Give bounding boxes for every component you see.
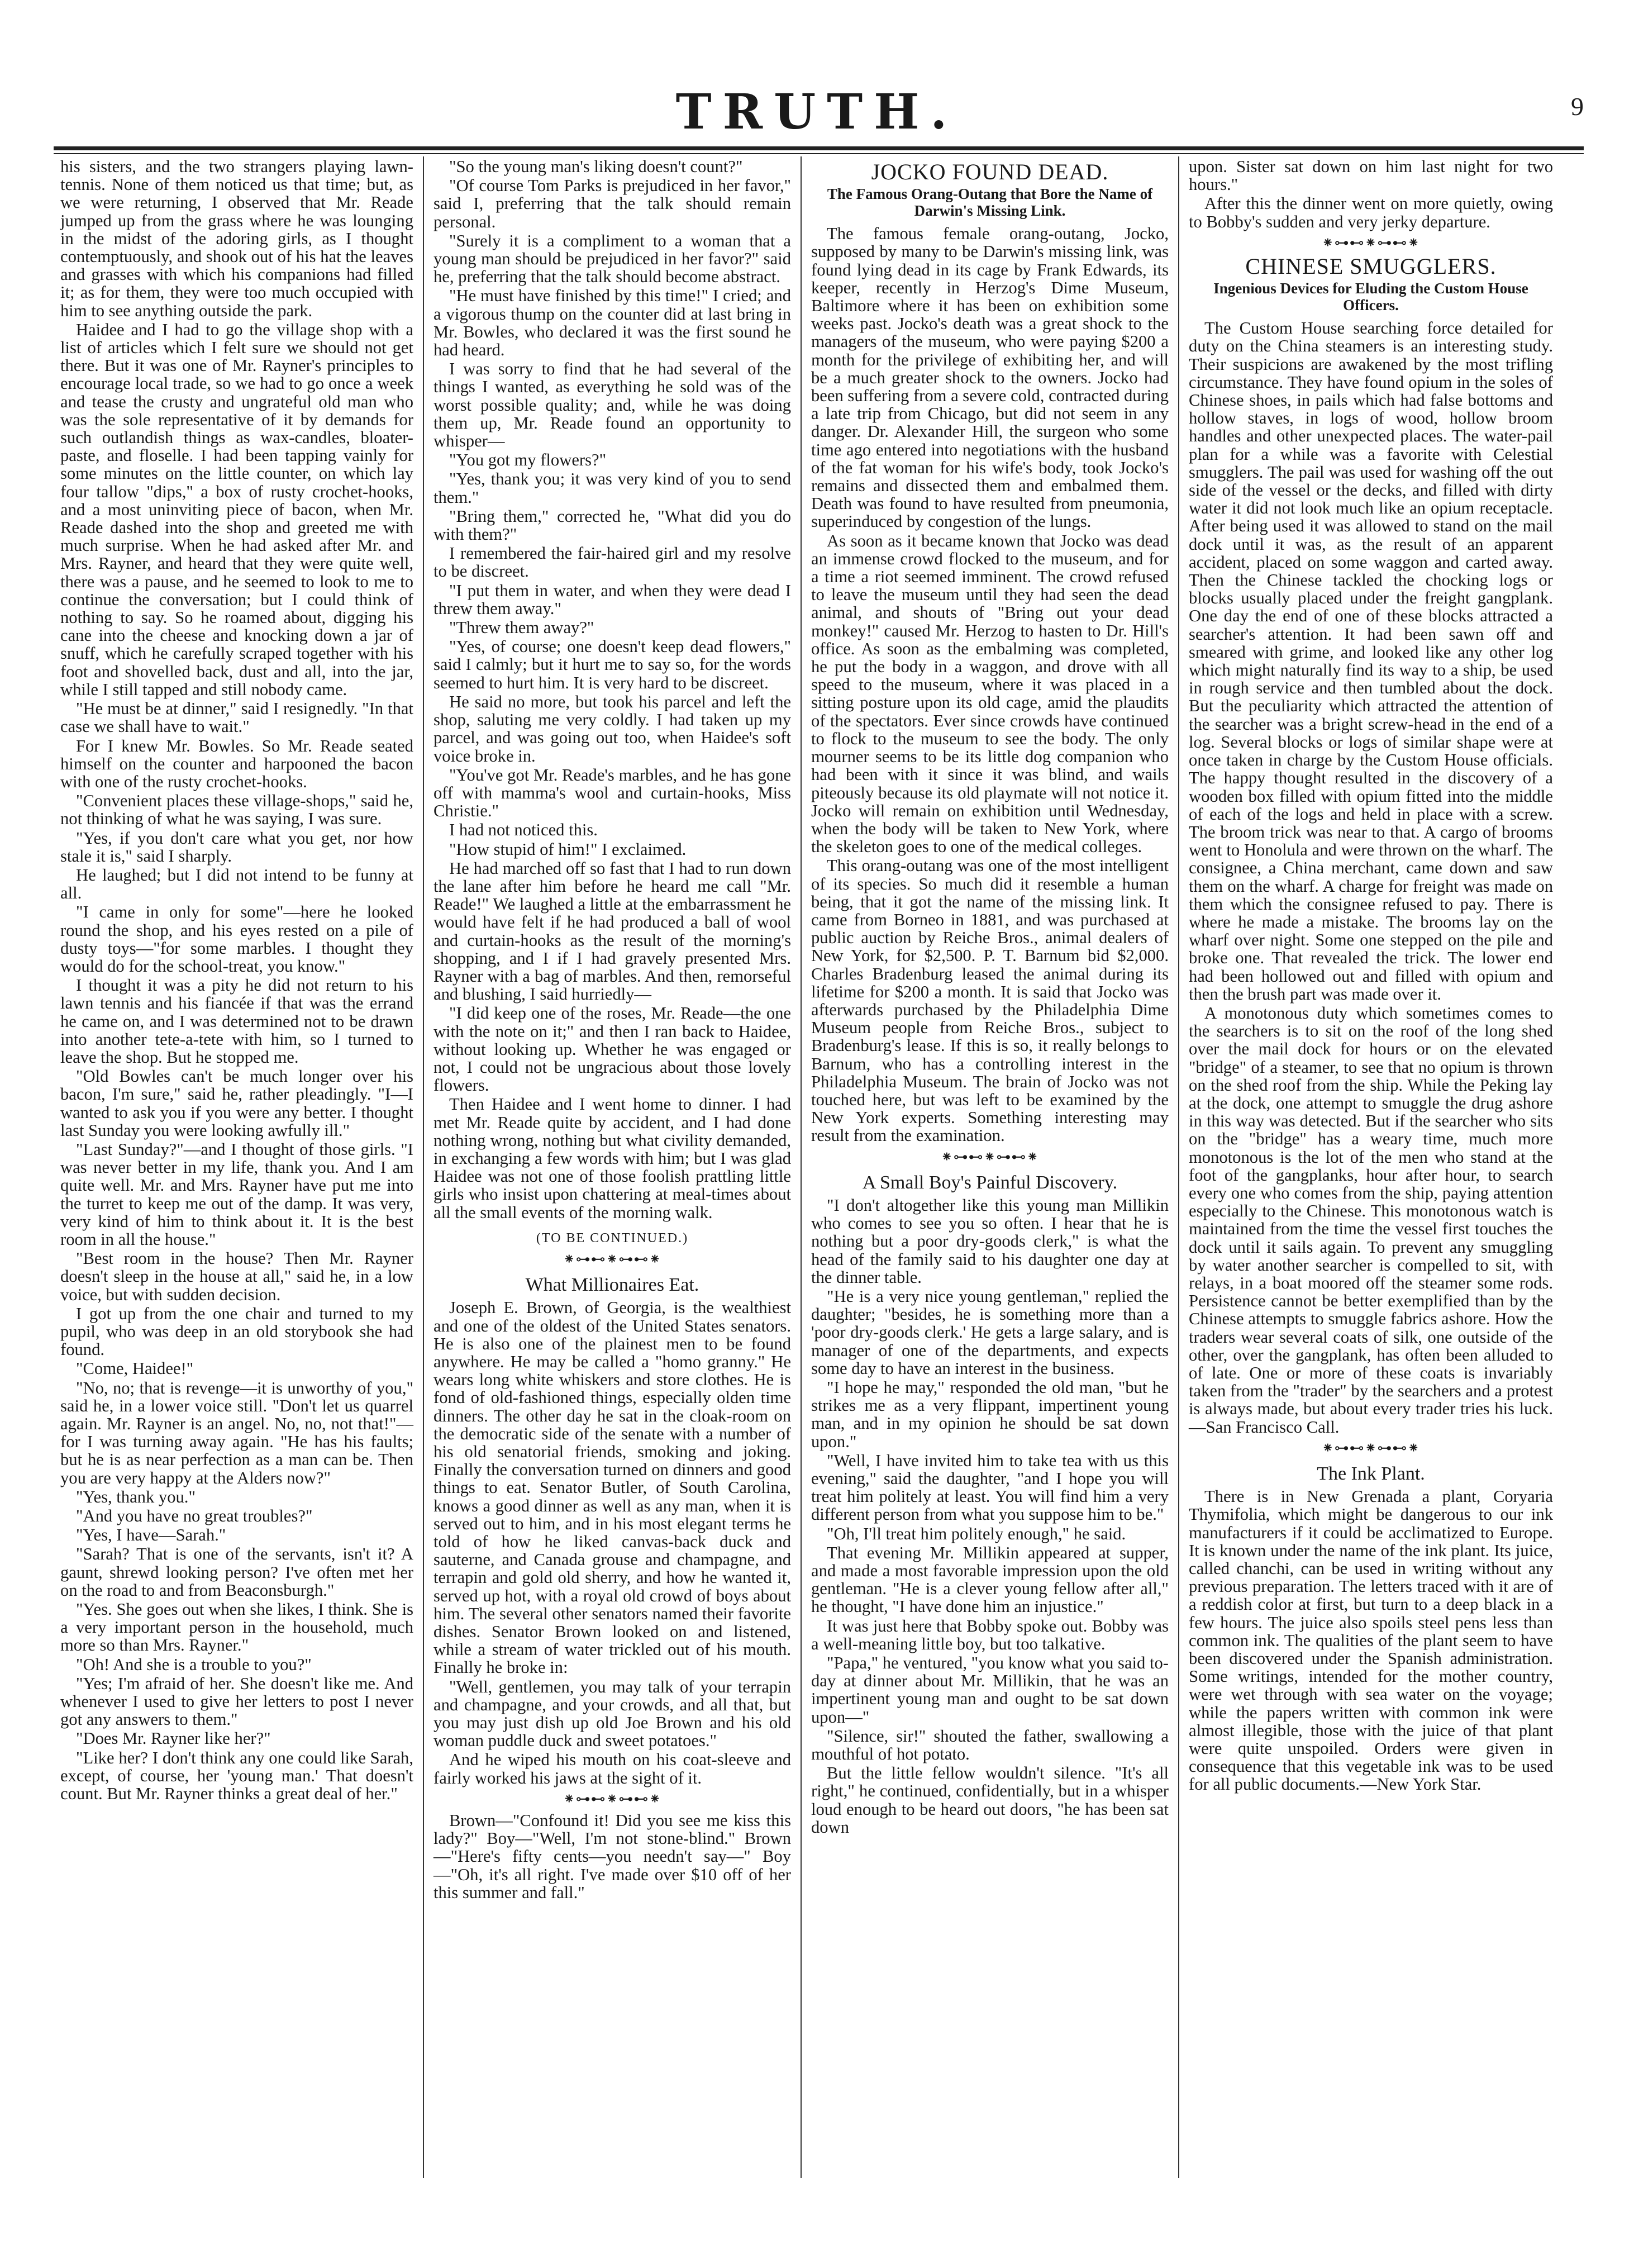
story-paragraph: "Oh! And she is a trouble to you?" (76, 1654, 312, 1674)
column-4 (1189, 158, 1553, 1795)
ornament-divider: ⁕⊶⊷⁕⊶⊷⁕ (1321, 234, 1421, 251)
story-paragraph: his sisters, and the two strangers playing lawn-tennis. None of them noticed us that time; but, as we were returning, I observed that Mr. Reade jumped up from the grass where he was lounging in the midst of the adoring girls, as I thought contemptuously, and shook out of his hat the leaves and grasses with which his companions had filled it; as for them, they were too much occupied with him to see anything outside the park. (60, 157, 413, 320)
article-paragraph: The Custom House searching force detailed for duty on the China steamers is an interesting study. Their suspicions are awakened by the most trifling circumstance. They have found opium in the soles of Chinese shoes, in pails which had false bottoms and hollow staves, in logs of wood, hollow broom handles and other unexpected places. The water-pail plan for a while was a favorite with Celestial smugglers. The pail was used for washing off the out side of the vessel or the decks, and filled with dirty water it did not look much like an opium receptacle. After being used it was allowed to stand on the mail dock until it was, as the result of an apparent accident, placed on some waggon and carted away. Then the Chinese tackled the chocking logs or blocks usually placed under the freight gangplank. One day the end of one of these blocks attracted a searcher's attention. It had been sawn off and smeared with grime, and looked like any other log which might naturally find its way to a ship, be used in rough service and then tumbled about the dock. But the peculiarity which attracted the attention of the searcher was a bright screw-head in the end of a log. Several blocks or logs of similar shape were at once taken in charge by the Custom House officials. The happy thought resulted in the discovery of a wooden box filled with opium fitted into the middle of each of the logs and held in place with a screw. The broom trick was near to that. A cargo of brooms went to Honolula and were thrown on the wharf. The consignee, a China merchant, came down and saw them on the wharf. A charge for freight was made on them which the consignee refused to pay. There is where he made a mistake. The brooms lay on the wharf over night. Some one stepped on the pile and broke one. That revealed the trick. The lower end had been hollowed out and filled with opium and then the brush part was made over it. (1189, 318, 1553, 1004)
story-paragraph: "Yes, thank you." (76, 1487, 196, 1506)
masthead (50, 84, 1584, 150)
article-paragraph: There is in New Grenada a plant, Coryaria Thymifolia, which might be dangerous to our ink manufacturers if it could be acclimatized to Europe. It is known under the name of the ink plant. Its juice, called chanchi, can be used in writing without any previous preparation. The letters traced with it are of a reddish color at first, but turn to a deep black in a few hours. The juice also spoils steel pens less than common ink. The qualities of the plant seem to have been discovered under the Spanish administration. Some writings, intended for the mother country, were wet through with sea water on the voyage; while the papers written with common ink were almost illegible, those with the juice of that plant were quite unspoiled. Orders were given in consequence that this vegetable ink was to be used for all public documents.—New York Star. (1189, 1487, 1553, 1794)
article-paragraph: "I don't altogether like this young man Millikin who comes to see you so often. I hear that he is nothing but a poor dry-goods clerk," is what the head of the family said to his daughter one day at the dinner table. (811, 1195, 1169, 1287)
story-paragraph: I was sorry to find that he had several of the things I wanted, as everything he sold was of the worst possible quality; and, while he was doing them up, Mr. Reade found an opportunity to whisper— (433, 359, 791, 451)
column-rule (1178, 156, 1179, 2178)
article-paragraph: "I hope he may," responded the old man, "but he strikes me as a very flippant, impertinent young man, and in my opinion he should be sat down upon." (811, 1378, 1169, 1451)
ornament-divider: ⁕⊶⊷⁕⊶⊷⁕ (563, 1790, 662, 1807)
column-2 (433, 158, 791, 1903)
column-1-serial-story (60, 158, 413, 1804)
story-paragraph: I had not noticed this. (449, 820, 598, 840)
masthead-rule-thick (54, 146, 1584, 150)
ornament-divider: ⁕⊶⊷⁕⊶⊷⁕ (563, 1251, 662, 1267)
story-paragraph: "I did keep one of the roses, Mr. Reade—the one with the note on it;" and then I ran back to Haidee, without looking up. Whether he was engaged or not, I could not be ungracious about those lovely flowers. (433, 1004, 791, 1095)
story-paragraph: "He must be at dinner," said I resignedly. "In that case we shall have to wait." (60, 699, 413, 736)
article-paragraph: upon. Sister sat down on him last night for two hours." (1189, 157, 1553, 194)
story-paragraph: "Yes; I'm afraid of her. She doesn't like me. And whenever I used to give her letters to post I never got any answers to them." (60, 1673, 413, 1729)
story-paragraph: "Old Bowles can't be much longer over his bacon, I'm sure," said he, rather pleadingly. "I—I wanted to ask you if you were any better. I thought last Sunday you were looking awfully ill." (60, 1067, 413, 1140)
story-paragraph: I remembered the fair-haired girl and my resolve to be discreet. (433, 544, 791, 581)
article-paragraph: That evening Mr. Millikin appeared at supper, and made a most favorable impression upon the old gentleman. "He is a clever young fellow after all," he thought, "I have done him an injustice." (811, 1543, 1169, 1616)
story-paragraph: I got up from the one chair and turned to my pupil, who was deep in an old storybook she had found. (60, 1304, 413, 1359)
to-be-continued-note: (TO BE CONTINUED.) (536, 1230, 689, 1245)
story-paragraph: "Yes, of course; one doesn't keep dead flowers," said I calmly; but it hurt me to say so, for the words seemed to hurt him. It is very hard to be discreet. (433, 637, 791, 692)
story-paragraph: "Like her? I don't think any one could like Sarah, except, of course, her 'young man.' That doesn't count. But Mr. Rayner thinks a great deal of her." (60, 1748, 413, 1804)
article-paragraph: This orang-outang was one of the most intelligent of its species. So much did it resemble a human being, that it got the name of the missing link. It came from Borneo in 1881, and was purchased at public auction by Reiche Bros., animal dealers of New York, for $2,500. P. T. Barnum bid $2,000. Charles Bradenburg leased the animal during its lifetime for $200 a month. It is said that Jocko was afterwards purchased by the Philadelphia Dime Museum people from Reiche Bros., subject to Bradenburg's lease. If this is so, it really belongs to Barnum, who has a controlling interest in the Philadelphia Museum. The brain of Jocko was not touched here, but was left to be examined by the New York experts. Something interesting may result from the examination. (811, 856, 1169, 1145)
story-paragraph: He said no more, but took his parcel and left the shop, saluting me very coldly. I had taken up my parcel, and was going out too, when Haidee's soft voice broke in. (433, 692, 791, 765)
story-paragraph: He laughed; but I did not intend to be funny at all. (60, 865, 413, 903)
article-heading-ink-plant: The Ink Plant. (1317, 1463, 1425, 1485)
ornament-divider: ⁕⊶⊷⁕⊶⊷⁕ (940, 1148, 1040, 1165)
story-paragraph: "Yes, I have—Sarah." (76, 1525, 226, 1545)
masthead-rule-thin (54, 153, 1584, 154)
article-heading-millionaires: What Millionaires Eat. (525, 1275, 699, 1296)
article-paragraph: But the little fellow wouldn't silence. "It's all right," he continued, confidentially, but in a whisper loud enough to be heard out doors, "he has been sat down (811, 1763, 1169, 1837)
article-paragraph: It was just here that Bobby spoke out. Bobby was a well-meaning little boy, but too talkative. (811, 1616, 1169, 1653)
story-paragraph: "Convenient places these village-shops," said he, not thinking of what he was saying, I was sure. (60, 791, 413, 829)
ornament-divider: ⁕⊶⊷⁕⊶⊷⁕ (1321, 1439, 1421, 1456)
article-paragraph: "Well, I have invited him to take tea with us this evening," said the daughter, "and I hope you will treat him politely at least. You will find him a very different person from what you suppose him to be." (811, 1451, 1169, 1524)
article-paragraph: The famous female orang-outang, Jocko, supposed by many to be Darwin's missing link, was found lying dead in its cage by Frank Edwards, its keeper, recently in Herzog's Dime Museum, Baltimore where it has been on exhibition some weeks past. Jocko's death was a great shock to the managers of the museum, who were paying $200 a month for the privilege of exhibiting her, and will be a much greater shock to the owners. Jocko had been suffering from a severe cold, contracted during a late trip from Chicago, but did not seem in any danger. Dr. Alexander Hill, the surgeon who some time ago entered into negotiations with the husband of the fat woman for his wife's body, took Jocko's remains and dissected them and embalmed them. Death was found to have resulted from pneumonia, superinduced by congestion of the lungs. (811, 224, 1169, 531)
story-paragraph: "Best room in the house? Then Mr. Rayner doesn't sleep in the house at all," said he, in a low voice, but with sudden decision. (60, 1249, 413, 1304)
story-paragraph: Haidee and I had to go the village shop with a list of articles which I felt sure we should not get there. But it was one of Mr. Rayner's principles to encourage local trade, so we had to go once a week and tease the crusty and ungrateful old man who was the sole representative of it by demands for such outlandish things as wax-candles, bloater-paste, and floselle. I had been tapping vainly for some minutes on the little counter, on which lay four tallow "dips," a box of rusty crochet-hooks, and a most uninviting piece of bacon, when Mr. Reade dashed into the shop and greeted me with much surprise. When he had asked after Mr. and Mrs. Rayner, and heard that they were quite well, there was a pause, and he seemed to look to me to continue the conversation; but I could think of nothing to say. So he roamed about, digging his cane into the cheese and knocking down a jar of snuff, which he carefully scraped together with his foot and shovelled back, dust and all, into the jar, while I still tapped and still nobody came. (60, 320, 413, 699)
article-paragraph: A monotonous duty which sometimes comes to the searchers is to sit on the roof of the long shed over the mail dock for hours or on the elevated "bridge" of a steamer, to see that no opium is thrown on the shed roof from the ship. While the Peking lay at the dock, one attempt to smuggle the drug ashore in this way was detected. But if the searcher who sits on the "bridge" has a weary time, much more monotonous is the lot of the men who stand at the foot of the gangplanks, hour after hour, to search every one who comes from the ship, paying attention especially to the Chinese. This monotonous watch is maintained from the time the vessel first touches the dock until it sails again. To prevent any smuggling by water another searcher is compelled to sit, with relays, in a boat moored off the steamer some rods. Persistence cannot be better exemplified than by the Chinese attempts to smuggle fabrics ashore. How the traders wear several coats of silk, one outside of the other, over the gangplank, has often been alluded to of late. One or more of these coats is invariably taken from the "trader" by the searchers and a protest is always made, but about every trader tries his luck.—San Francisco Call. (1189, 1003, 1553, 1437)
article-paragraph: "Well, gentlemen, you may talk of your terrapin and champagne, and your crowds, and all that, but you may just dish up old Joe Brown and his old woman puddle duck and sweet potatoes." (433, 1677, 791, 1751)
story-paragraph: For I knew Mr. Bowles. So Mr. Reade seated himself on the counter and harpooned the bacon with one of the rusty crochet-hooks. (60, 736, 413, 791)
article-paragraph: And he wiped his mouth on his coat-sleeve and fairly worked his jaws at the sight of it. (433, 1750, 791, 1787)
story-paragraph: "And you have no great troubles?" (76, 1506, 313, 1526)
article-heading-jocko: JOCKO FOUND DEAD. (871, 159, 1109, 184)
story-paragraph: "Sarah? That is one of the servants, isn't it? A gaunt, shrewd looking person? I've often met her on the road to and from Beaconsburgh." (60, 1544, 413, 1600)
story-paragraph: "Does Mr. Rayner like her?" (76, 1729, 271, 1748)
story-paragraph: Then Haidee and I went home to dinner. I had met Mr. Reade quite by accident, and I had done nothing wrong, nothing but what civility demanded, in exchanging a few words with him; but I was glad Haidee was not one of those foolish prattling little girls who insist upon chattering at meal-times about all the small events of the morning walk. (433, 1095, 791, 1222)
column-rule (423, 156, 424, 2178)
story-paragraph: "Yes, if you don't care what you get, nor how stale it is," said I sharply. (60, 828, 413, 866)
article-heading-smugglers: CHINESE SMUGGLERS. (1245, 254, 1497, 279)
story-paragraph: "I put them in water, and when they were dead I threw them away." (433, 581, 791, 618)
newspaper-title: TRUTH. (675, 84, 959, 140)
story-paragraph: "I came in only for some"—here he looked round the shop, and his eyes rested on a pile of dusty toys—"for some marbles. I thought they would do for the school-treat, you know." (60, 902, 413, 976)
story-paragraph: "Yes. She goes out when she likes, I think. She is a very important person in the household, much more so than Mrs. Rayner." (60, 1600, 413, 1655)
story-paragraph: "How stupid of him!" I exclaimed. (449, 839, 687, 859)
article-paragraph: As soon as it became known that Jocko was dead an immense crowd flocked to the museum, and for a time a riot seemed imminent. The crowd refused to leave the museum until they had seen the dead animal, and shouts of "Bring out your dead monkey!" caused Mr. Herzog to hasten to Dr. Hill's office. As soon as the embalming was completed, he put the body in a waggon, and drove with all speed to the museum, where it was placed in a sitting posture upon its old cage, amid the plaudits of the spectators. Ever since crowds have continued to flock to the museum to see the body. The only mourner seems to be its little dog companion who had been with it since it was blind, and wails piteously because its old playmate will not notice it. Jocko will remain on exhibition until Wednesday, when the body will be taken to New York, where the skeleton goes to one of the medical colleges. (811, 531, 1169, 857)
page-number: 9 (1571, 92, 1584, 121)
story-paragraph: "Of course Tom Parks is prejudiced in her favor," said I, preferring that the talk should remain personal. (433, 176, 791, 231)
story-paragraph: "Threw them away?" (449, 618, 594, 638)
story-paragraph: "Come, Haidee!" (76, 1359, 194, 1378)
story-paragraph: "Last Sunday?"—and I thought of those girls. "I was never better in my life, thank you. And I am quite well. Mr. and Mrs. Rayner have put me into the turret to keep me out of the damp. It was very, very kind of him to think about it. It is the best room in all the house." (60, 1139, 413, 1249)
article-paragraph: "Papa," he ventured, "you know what you said to-day at dinner about Mr. Millikin, that he was an impertinent young man and ought to be sat down upon—" (811, 1653, 1169, 1727)
story-paragraph: "No, no; that is revenge—it is unworthy of you," said he, in a lower voice still. "Don't let us quarrel again. Mr. Rayner is an angel. No, no, not that!"—for I was turning away again. "He has his faults; but he is as near perfection as a man can be. Then you are very happy at the Alders now?" (60, 1378, 413, 1487)
story-paragraph: "So the young man's liking doesn't count?" (449, 157, 743, 176)
article-heading-small-boy: A Small Boy's Painful Discovery. (862, 1172, 1118, 1193)
joke-paragraph: Brown—"Confound it! Did you see me kiss this lady?" Boy—"Well, I'm not stone-blind." Brown—"Here's fifty cents—you needn't say—" Boy—"Oh, it's all right. I've made over $10 off of her this summer and fall." (433, 1811, 791, 1902)
article-deck-smugglers: Ingenious Devices for Eluding the Custom House Officers. (1213, 280, 1528, 314)
story-paragraph: "Bring them," corrected he, "What did you do with them?" (433, 506, 791, 544)
column-3 (811, 158, 1169, 1837)
column-rule (801, 156, 802, 2178)
article-paragraph: After this the dinner went on more quietly, owing to Bobby's sudden and very jerky departure. (1189, 194, 1553, 231)
article-paragraph: Joseph E. Brown, of Georgia, is the wealthiest and one of the oldest of the United States senators. He is also one of the plainest men to be found anywhere. He may be called a "homo granny." He wears long white whiskers and store clothes. He is fond of old-fashioned things, especially olden time dinners. The other day he sat in the cloak-room on the democratic side of the senate with a number of his old senatorial friends, smoking and joking. Finally the conversation turned on dinners and good things to eat. Senator Butler, of South Carolina, knows a good dinner as well as any man, when it is served out to him, and in his most elegant terms he told of how he liked canvas-back duck and sauterne, and Canada grouse and champagne, and terrapin and gold old sherry, and how he wanted it, served up hot, with a royal old crowd of boys about him. The several other senators named their favorite dishes. Senator Brown looked on and listened, while a stream of water trickled out of his mouth. Finally he broke in: (433, 1298, 791, 1677)
story-paragraph: "He must have finished by this time!" I cried; and a vigorous thump on the counter did at last bring in Mr. Bowles, who declared it was the first sound he had heard. (433, 286, 791, 360)
article-paragraph: "Oh, I'll treat him politely enough," he said. (827, 1524, 1126, 1543)
article-paragraph: "Silence, sir!" shouted the father, swallowing a mouthful of hot potato. (811, 1726, 1169, 1764)
article-paragraph: "He is a very nice young gentleman," replied the daughter; "besides, he is something more than a 'poor dry-goods clerk.' He gets a large salary, and is manager of one of the departments, and expects some day to have an interest in the business. (811, 1286, 1169, 1378)
story-paragraph: "You got my flowers?" (449, 450, 607, 470)
story-paragraph: I thought it was a pity he did not return to his lawn tennis and his fiancée if that was the errand he came on, and I was determined not to be drawn into another tete-a-tete with him, so I turned to leave the shop. But he stopped me. (60, 976, 413, 1067)
story-paragraph: "Surely it is a compliment to a woman that a young man should be prejudiced in her favor?" said he, preferring that the talk should become abstract. (433, 231, 791, 287)
story-paragraph: "You've got Mr. Reade's marbles, and he has gone off with mamma's wool and curtain-hooks, Miss Christie." (433, 765, 791, 821)
story-paragraph: "Yes, thank you; it was very kind of you to send them." (433, 469, 791, 507)
article-deck-jocko: The Famous Orang-Outang that Bore the Name of Darwin's Missing Link. (827, 186, 1153, 220)
story-paragraph: He had marched off so fast that I had to run down the lane after him before he heard me call "Mr. Reade!" We laughed a little at the embarrassment he would have felt if he had produced a ball of wool and curtain-hooks as the result of the morning's shopping, and I if I had gravely presented Mrs. Rayner with a bag of marbles. And then, remorseful and blushing, I said hurriedly— (433, 858, 791, 1004)
